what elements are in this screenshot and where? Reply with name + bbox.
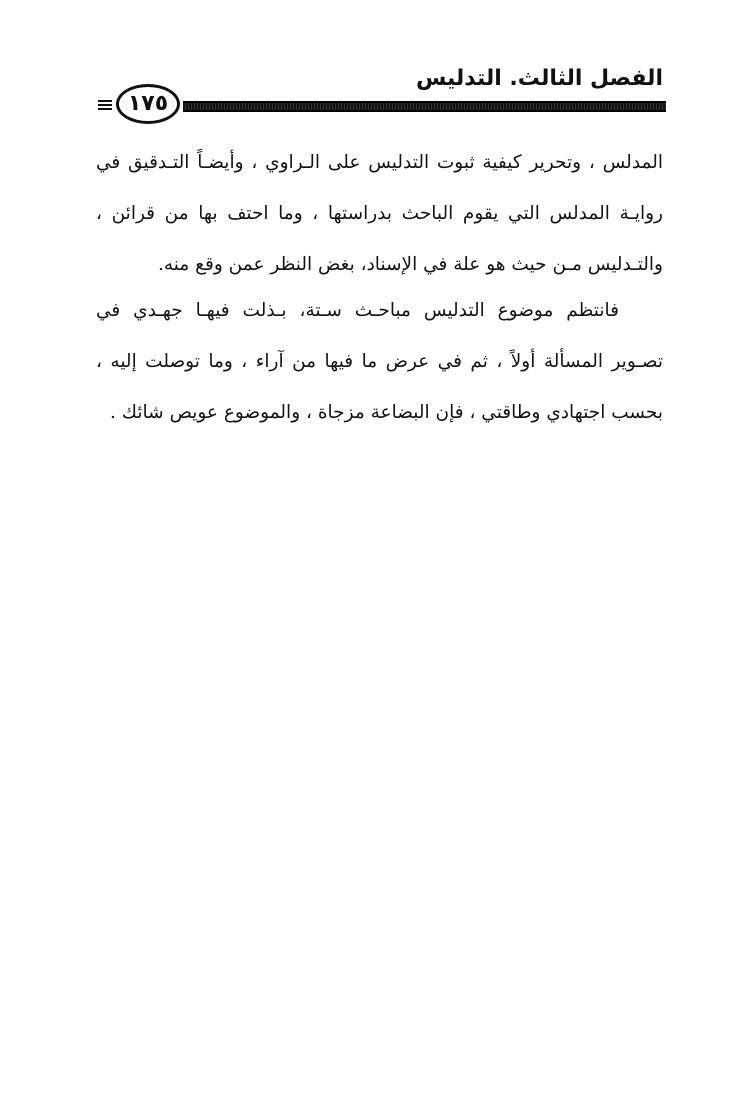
paragraph-1 xyxy=(96,137,663,290)
paragraph-text: فانتظم موضوع التدليس مباحـث سـتة، بـذلت فيهـا جهـدي في تصـوير المسألة أولاً ، ثم في عرض ما فيها من آراء ، وما توصلت إليه ، بحسب اجتهادي وطاقتي ، فإن البضاعة مزجاة ، والموضوع عويص شائك . xyxy=(96,300,663,423)
header-rule xyxy=(183,101,666,112)
header-ornament xyxy=(98,100,112,112)
paragraph-2 xyxy=(96,285,663,438)
paragraph-text: المدلس ، وتحرير كيفية ثبوت التدليس على الـراوي ، وأيضـاً التـدقيق في روايـة المدلس التي يقوم الباحث بدراستها ، وما احتف بها من قرائن ، والتـدليس مـن حيث هو علة في الإسناد، بغض النظر عمن وقع منه. xyxy=(96,152,663,275)
chapter-title: الفصل الثالث. التدليس xyxy=(415,66,663,91)
page-number: ١٧٥ xyxy=(116,84,180,124)
